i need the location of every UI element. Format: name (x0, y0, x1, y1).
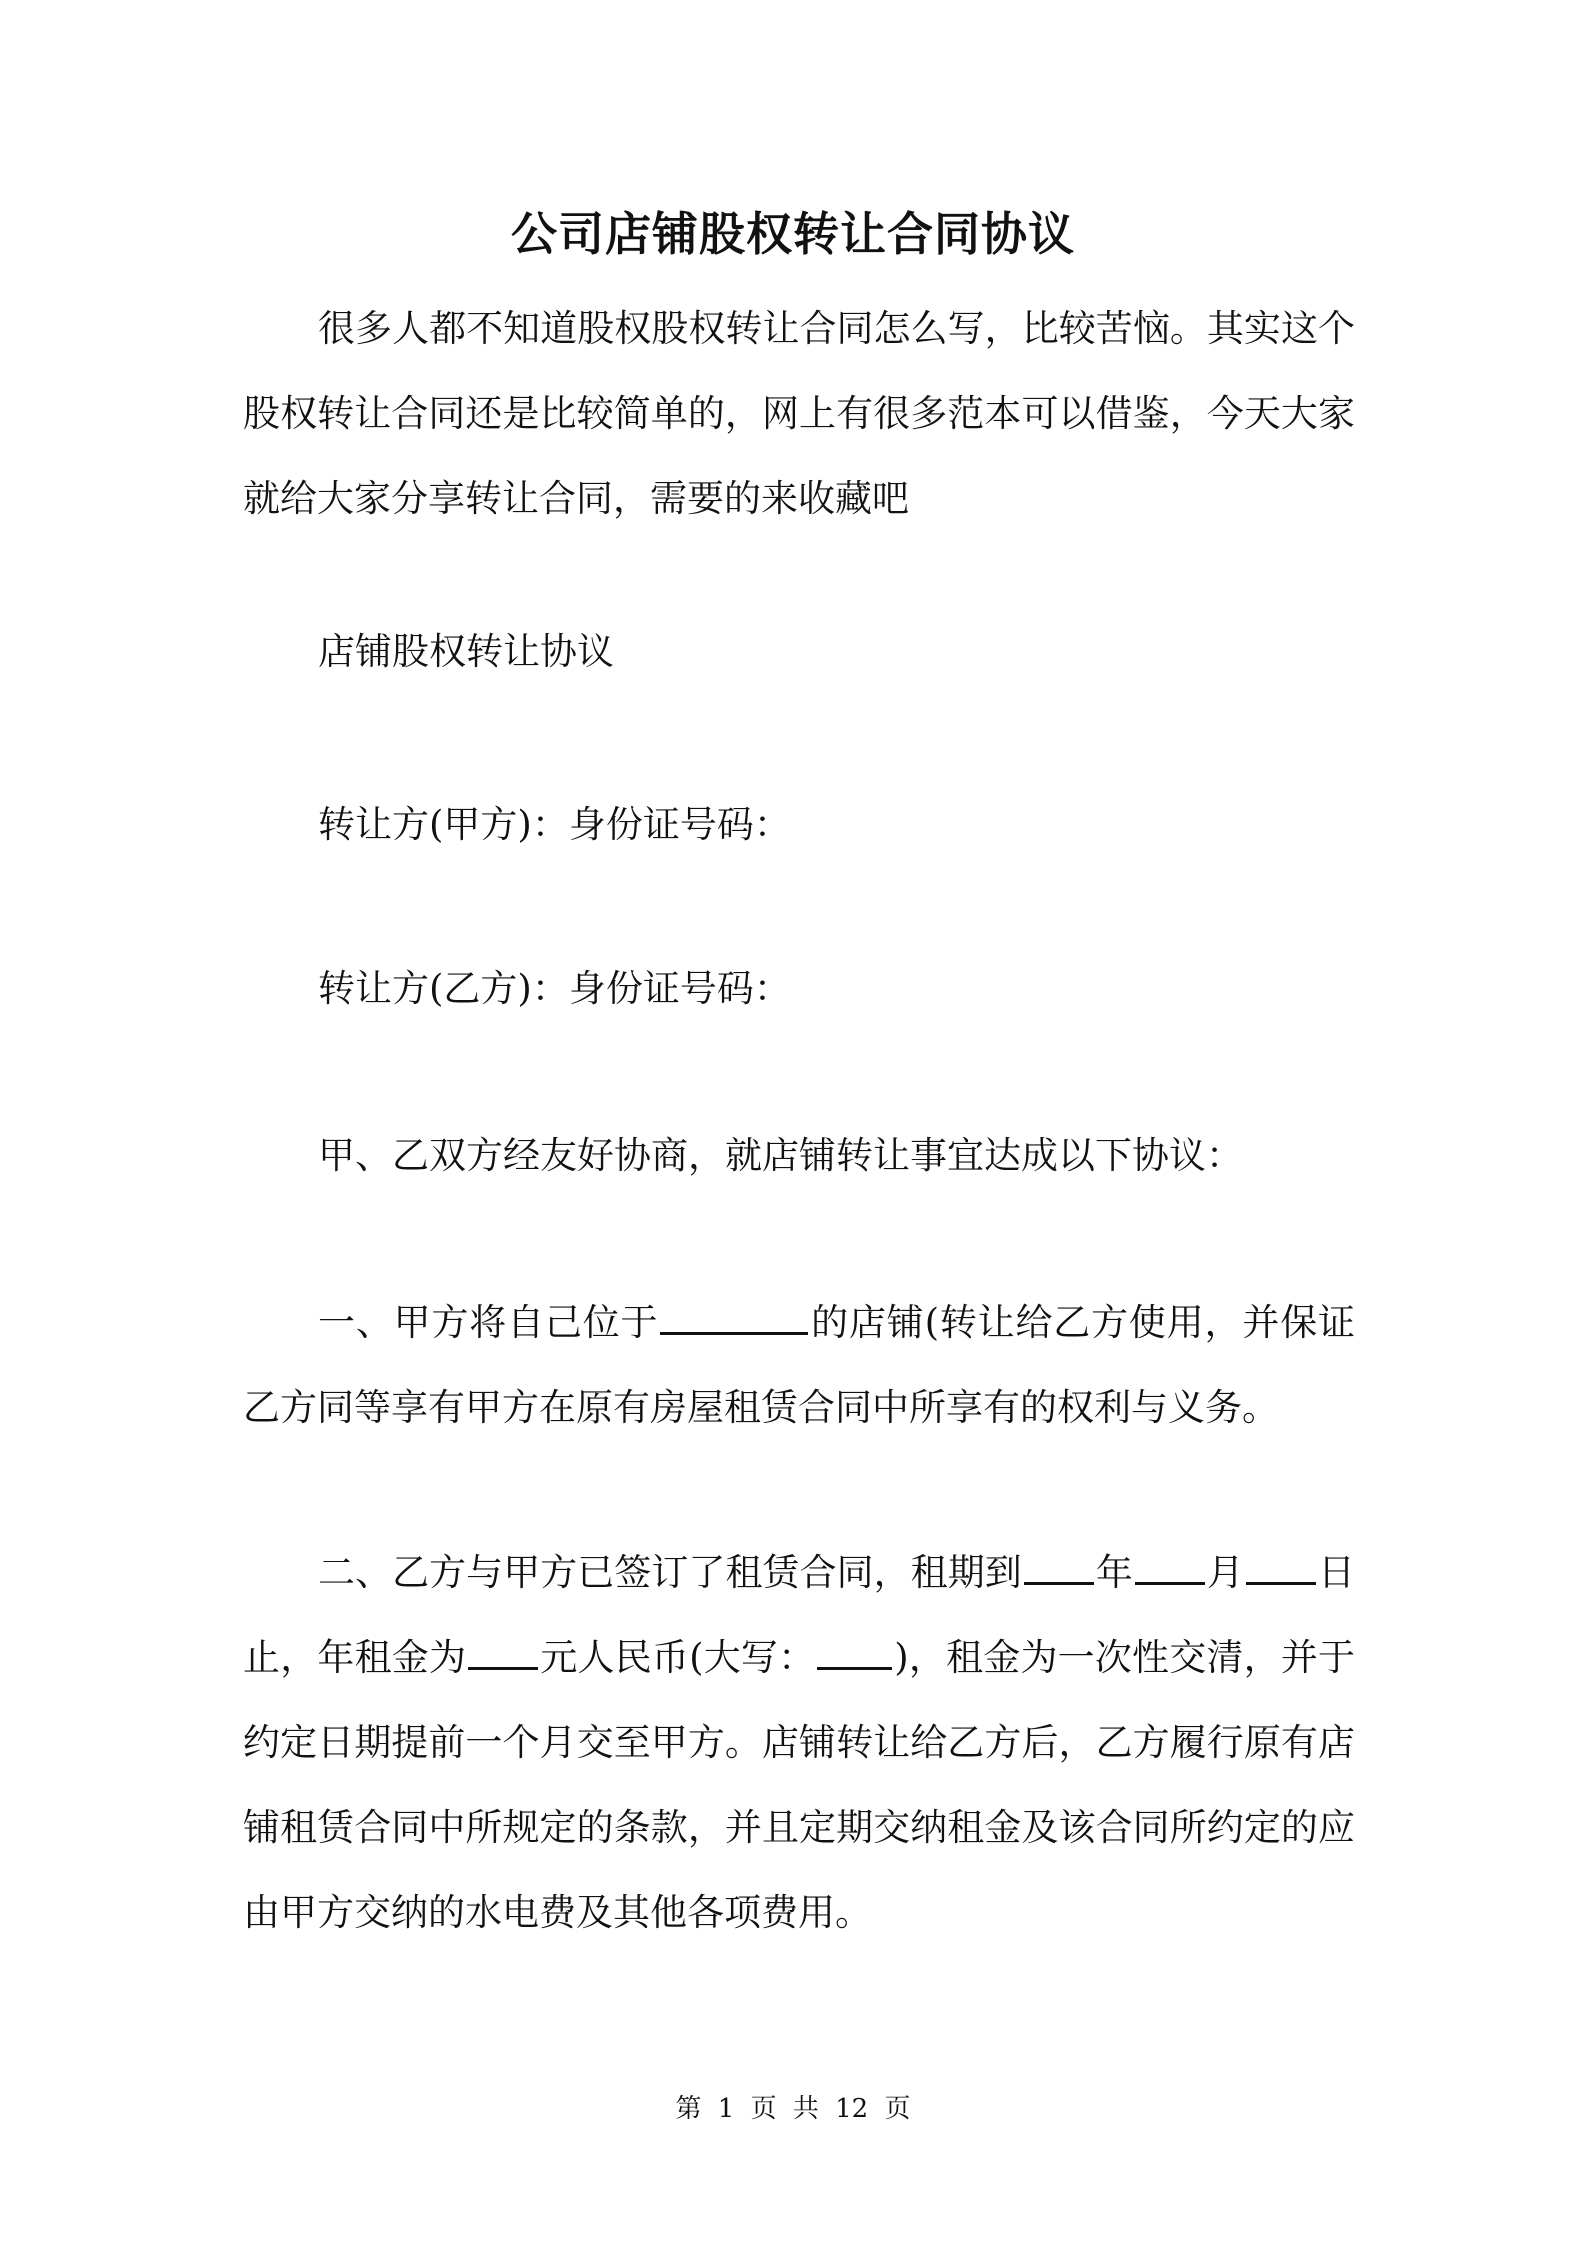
party-b-line: 转让方(乙方)：身份证号码： (318, 967, 791, 1010)
document-title: 公司店铺股权转让合同协议 (511, 207, 1075, 261)
clause-2 (243, 1530, 1355, 1955)
year-label: 年 (1095, 1551, 1133, 1594)
clause-1-text-b: 的店铺(转让给乙方使用，并保证乙方同等享有甲方在原有房屋租赁合同中所享有的权利与义务。 (243, 1301, 1356, 1429)
clause-2-text-a: 二、乙方与甲方已签订了租赁合同，租期到 (318, 1551, 1022, 1594)
page-number: 第 1 页 共 12 页 (675, 2094, 911, 2124)
rent-blank (468, 1666, 538, 1670)
month-label: 月 (1206, 1551, 1244, 1594)
rmb-label: 元人民币(大写： (540, 1636, 816, 1679)
day-blank (1246, 1581, 1316, 1585)
clause-2-text-b: )，租金为一次性交清，并于约定日期提前一个月交至甲方。店铺转让给乙方后，乙方履行原有店铺租赁合同中所规定的条款，并且定期交纳租金及该合同所约定的应由甲方交纳的水电费及其他各项费用。 (243, 1636, 1356, 1934)
rent-words-blank (817, 1666, 892, 1670)
month-blank (1135, 1581, 1205, 1585)
agreement-subtitle: 店铺股权转让协议 (318, 630, 614, 673)
day-label: 日止，年租金为 (243, 1551, 1356, 1679)
intro-paragraph: 很多人都不知道股权股权转让合同怎么写，比较苦恼。其实这个股权转让合同还是比较简单的，网上有很多范本可以借鉴，今天大家就给大家分享转让合同，需要的来收藏吧 (243, 307, 1355, 520)
clause-1-text-a: 一、甲方将自己位于 (318, 1301, 659, 1344)
year-blank (1024, 1581, 1094, 1585)
clause-1 (243, 1280, 1355, 1450)
party-a-line: 转让方(甲方)：身份证号码： (318, 803, 791, 846)
location-blank (660, 1331, 808, 1335)
agreement-lead: 甲、乙双方经友好协商，就店铺转让事宜达成以下协议： (318, 1134, 1243, 1177)
